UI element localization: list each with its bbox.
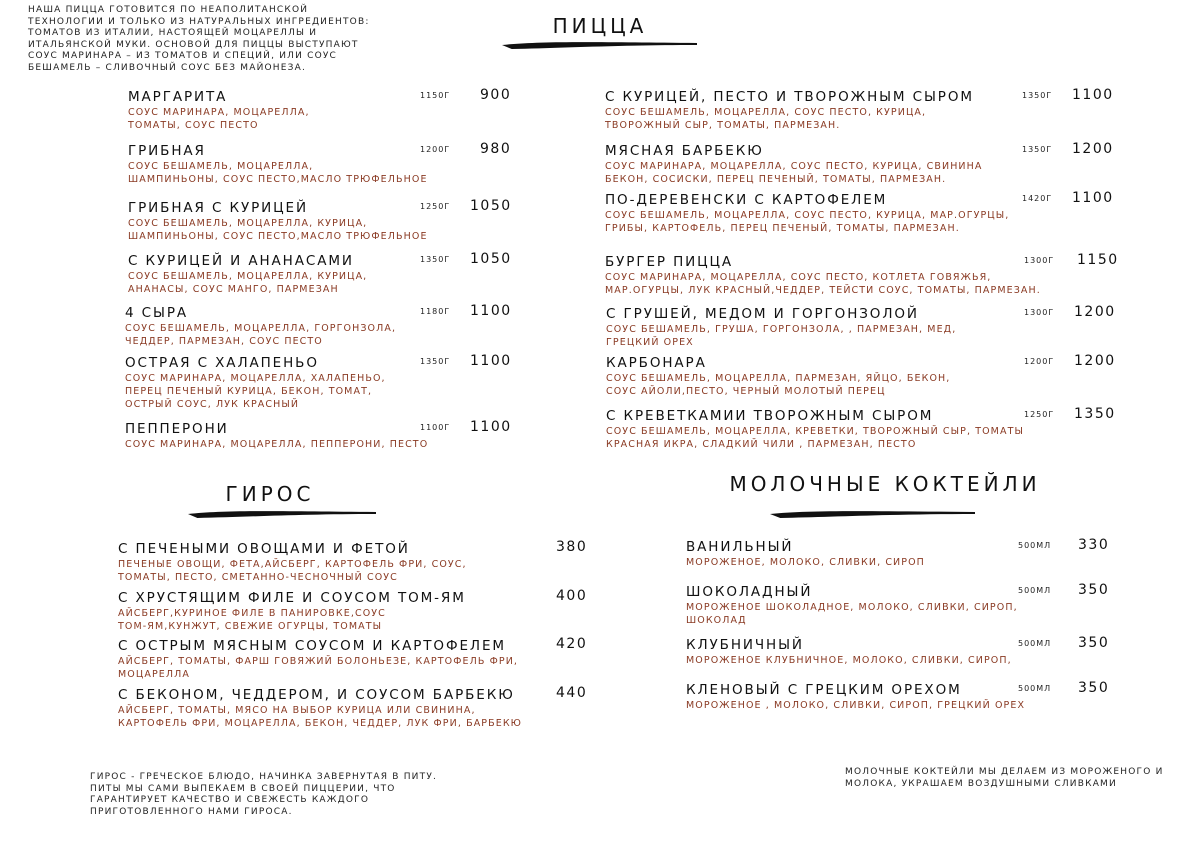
item-description: АЙСБЕРГ,КУРИНОЕ ФИЛЕ В ПАНИРОВКЕ,СОУС ТОМ-ЯМ,КУНЖУТ, СВЕЖИЕ ОГУРЦЫ, ТОМАТЫ bbox=[118, 608, 386, 632]
item-price: 1200 bbox=[1074, 353, 1116, 369]
shakes-brush-divider bbox=[770, 508, 975, 520]
menu-item bbox=[606, 355, 1126, 398]
item-volume: 500МЛ bbox=[1018, 541, 1052, 550]
menu-item bbox=[605, 192, 1125, 235]
item-description: МОРОЖЕНОЕ, МОЛОКО, СЛИВКИ, СИРОП bbox=[686, 557, 925, 568]
item-description: СОУС МАРИНАРА, МОЦАРЕЛЛА, СОУС ПЕСТО, КОТЛЕТА ГОВЯЖЬЯ, МАР.ОГУРЦЫ, ЛУК КРАСНЫЙ,ЧЕДДЕР, ТЕЙСТИ СОУС, ТОМАТЫ, ПАРМЕЗАН. bbox=[605, 272, 1041, 296]
item-weight: 1150Г bbox=[420, 91, 451, 100]
menu-item bbox=[128, 89, 528, 132]
item-price: 330 bbox=[1078, 537, 1110, 553]
menu-item bbox=[606, 306, 1126, 349]
item-name: ГРИБНАЯ bbox=[128, 143, 206, 159]
item-price: 350 bbox=[1078, 680, 1110, 696]
item-description: АЙСБЕРГ, ТОМАТЫ, МЯСО НА ВЫБОР КУРИЦА ИЛИ СВИНИНА, КАРТОФЕЛЬ ФРИ, МОЦАРЕЛЛА, БЕКОН, ЧЕДДЕР, ЛУК ФРИ, БАРБЕКЮ bbox=[118, 705, 523, 729]
item-name: КАРБОНАРА bbox=[606, 355, 707, 371]
item-price: 350 bbox=[1078, 635, 1110, 651]
item-name: С ОСТРЫМ МЯСНЫМ СОУСОМ И КАРТОФЕЛЕМ bbox=[118, 638, 506, 654]
pizza-brush-divider bbox=[502, 39, 697, 51]
menu-item bbox=[128, 200, 528, 243]
menu-item bbox=[606, 408, 1126, 451]
menu-item bbox=[118, 687, 598, 730]
item-description: АЙСБЕРГ, ТОМАТЫ, ФАРШ ГОВЯЖИЙ БОЛОНЬЕЗЕ, КАРТОФЕЛЬ ФРИ, МОЦАРЕЛЛА bbox=[118, 656, 519, 680]
gyros-section-title: ГИРОС bbox=[225, 482, 315, 506]
item-name: 4 СЫРА bbox=[125, 305, 188, 321]
item-description: МОРОЖЕНОЕ , МОЛОКО, СЛИВКИ, СИРОП, ГРЕЦКИЙ ОРЕХ bbox=[686, 700, 1026, 711]
item-price: 420 bbox=[556, 636, 588, 652]
item-weight: 1350Г bbox=[420, 255, 451, 264]
menu-item bbox=[128, 143, 528, 186]
item-name: С КУРИЦЕЙ И АНАНАСАМИ bbox=[128, 253, 354, 269]
item-volume: 500МЛ bbox=[1018, 639, 1052, 648]
menu-item bbox=[125, 305, 525, 348]
menu-item bbox=[118, 590, 598, 633]
item-description: СОУС БЕШАМЕЛЬ, МОЦАРЕЛЛА, ГОРГОНЗОЛА, ЧЕДДЕР, ПАРМЕЗАН, СОУС ПЕСТО bbox=[125, 323, 397, 347]
gyros-brush-divider bbox=[188, 508, 376, 520]
item-weight: 1250Г bbox=[420, 202, 451, 211]
item-description: СОУС БЕШАМЕЛЬ, МОЦАРЕЛЛА, КРЕВЕТКИ, ТВОРОЖНЫЙ СЫР, ТОМАТЫ КРАСНАЯ ИКРА, СЛАДКИЙ ЧИЛИ , ПАРМЕЗАН, ПЕСТО bbox=[606, 426, 1024, 450]
item-description: СОУС БЕШАМЕЛЬ, МОЦАРЕЛЛА, СОУС ПЕСТО, КУРИЦА, ТВОРОЖНЫЙ СЫР, ТОМАТЫ, ПАРМЕЗАН. bbox=[605, 107, 927, 131]
item-price: 1050 bbox=[470, 251, 512, 267]
item-name: КЛЕНОВЫЙ С ГРЕЦКИМ ОРЕХОМ bbox=[686, 682, 962, 698]
item-description: СОУС МАРИНАРА, МОЦАРЕЛЛА, ТОМАТЫ, СОУС ПЕСТО bbox=[128, 107, 310, 131]
item-weight: 1100Г bbox=[420, 423, 451, 432]
item-description: СОУС БЕШАМЕЛЬ, ГРУША, ГОРГОНЗОЛА, , ПАРМЕЗАН, МЕД, ГРЕЦКИЙ ОРЕХ bbox=[606, 324, 957, 348]
menu-item bbox=[686, 682, 1126, 712]
item-weight: 1350Г bbox=[1022, 145, 1053, 154]
item-name: С КУРИЦЕЙ, ПЕСТО И ТВОРОЖНЫМ СЫРОМ bbox=[605, 89, 974, 105]
item-price: 1100 bbox=[1072, 190, 1114, 206]
item-volume: 500МЛ bbox=[1018, 586, 1052, 595]
item-description: СОУС МАРИНАРА, МОЦАРЕЛЛА, ХАЛАПЕНЬО, ПЕРЕЦ ПЕЧЕНЫЙ КУРИЦА, БЕКОН, ТОМАТ, ОСТРЫЙ СОУС, ЛУК КРАСНЫЙ bbox=[125, 373, 386, 410]
item-name: МАРГАРИТА bbox=[128, 89, 228, 105]
item-name: ОСТРАЯ С ХАЛАПЕНЬО bbox=[125, 355, 319, 371]
item-name: С ГРУШЕЙ, МЕДОМ И ГОРГОНЗОЛОЙ bbox=[606, 306, 919, 322]
item-name: С ХРУСТЯЩИМ ФИЛЕ И СОУСОМ ТОМ-ЯМ bbox=[118, 590, 466, 606]
item-price: 1100 bbox=[1072, 87, 1114, 103]
item-price: 440 bbox=[556, 685, 588, 701]
item-price: 380 bbox=[556, 539, 588, 555]
menu-item bbox=[125, 421, 525, 451]
item-weight: 1300Г bbox=[1024, 308, 1055, 317]
item-weight: 1420Г bbox=[1022, 194, 1053, 203]
item-name: С БЕКОНОМ, ЧЕДДЕРОМ, И СОУСОМ БАРБЕКЮ bbox=[118, 687, 515, 703]
menu-item bbox=[125, 355, 525, 411]
menu-item bbox=[686, 584, 1126, 627]
item-name: ШОКОЛАДНЫЙ bbox=[686, 584, 813, 600]
item-description: ПЕЧЕНЫЕ ОВОЩИ, ФЕТА,АЙСБЕРГ, КАРТОФЕЛЬ ФРИ, СОУС, ТОМАТЫ, ПЕСТО, СМЕТАННО-ЧЕСНОЧНЫЙ СОУС bbox=[118, 559, 467, 583]
menu-item bbox=[128, 253, 528, 296]
item-name: С КРЕВЕТКАМИИ ТВОРОЖНЫМ СЫРОМ bbox=[606, 408, 934, 424]
pizza-section-title: ПИЦЦА bbox=[552, 14, 648, 38]
item-volume: 500МЛ bbox=[1018, 684, 1052, 693]
item-name: КЛУБНИЧНЫЙ bbox=[686, 637, 804, 653]
item-name: БУРГЕР ПИЦЦА bbox=[605, 254, 734, 270]
item-description: СОУС БЕШАМЕЛЬ, МОЦАРЕЛЛА, СОУС ПЕСТО, КУРИЦА, МАР.ОГУРЦЫ, ГРИБЫ, КАРТОФЕЛЬ, ПЕРЕЦ ПЕЧЕНЫЙ, ТОМАТЫ, ПАРМЕЗАН. bbox=[605, 210, 1010, 234]
item-name: МЯСНАЯ БАРБЕКЮ bbox=[605, 143, 764, 159]
item-description: МОРОЖЕНОЕ КЛУБНИЧНОЕ, МОЛОКО, СЛИВКИ, СИРОП, bbox=[686, 655, 1012, 666]
item-description: СОУС БЕШАМЕЛЬ, МОЦАРЕЛЛА, ПАРМЕЗАН, ЯЙЦО, БЕКОН, СОУС АЙОЛИ,ПЕСТО, ЧЕРНЫЙ МОЛОТЫЙ ПЕРЕЦ bbox=[606, 373, 951, 397]
item-weight: 1180Г bbox=[420, 307, 451, 316]
item-description: МОРОЖЕНОЕ ШОКОЛАДНОЕ, МОЛОКО, СЛИВКИ, СИРОП, ШОКОЛАД bbox=[686, 602, 1018, 626]
item-price: 350 bbox=[1078, 582, 1110, 598]
item-name: ПО-ДЕРЕВЕНСКИ С КАРТОФЕЛЕМ bbox=[605, 192, 888, 208]
item-price: 1200 bbox=[1074, 304, 1116, 320]
shakes-note: МОЛОЧНЫЕ КОКТЕЙЛИ МЫ ДЕЛАЕМ ИЗ МОРОЖЕНОГО И МОЛОКА, УКРАШАЕМ ВОЗДУШНЫМИ СЛИВКАМИ bbox=[845, 767, 1164, 789]
menu-item bbox=[686, 539, 1126, 569]
item-description: СОУС МАРИНАРА, МОЦАРЕЛЛА, СОУС ПЕСТО, КУРИЦА, СВИНИНА БЕКОН, СОСИСКИ, ПЕРЕЦ ПЕЧЕНЫЙ, ТОМАТЫ, ПАРМЕЗАН. bbox=[605, 161, 983, 185]
item-weight: 1350Г bbox=[420, 357, 451, 366]
pizza-intro: НАША ПИЦЦА ГОТОВИТСЯ ПО НЕАПОЛИТАНСКОЙ ТЕХНОЛОГИИ И ТОЛЬКО ИЗ НАТУРАЛЬНЫХ ИНГРЕДИЕНТОВ: ТОМАТОВ ИЗ ИТАЛИИ, НАСТОЯЩЕЙ МОЦАРЕЛЛЫ И ИТАЛЬЯНСКОЙ МУКИ. ОСНОВОЙ ДЛЯ ПИЦЦЫ ВЫСТУПАЮТ СОУС МАРИНАРА – ИЗ ТОМАТОВ И СПЕЦИЙ, ИЛИ СОУС БЕШАМЕЛЬ – СЛИВОЧНЫЙ СОУС БЕЗ МАЙОНЕЗА. bbox=[28, 5, 370, 73]
item-price: 1100 bbox=[470, 419, 512, 435]
item-price: 980 bbox=[480, 141, 512, 157]
menu-item bbox=[605, 143, 1125, 186]
menu-item bbox=[605, 254, 1145, 297]
item-price: 400 bbox=[556, 588, 588, 604]
item-description: СОУС БЕШАМЕЛЬ, МОЦАРЕЛЛА, КУРИЦА, АНАНАСЫ, СОУС МАНГО, ПАРМЕЗАН bbox=[128, 271, 368, 295]
item-weight: 1200Г bbox=[1024, 357, 1055, 366]
item-name: ГРИБНАЯ С КУРИЦЕЙ bbox=[128, 200, 308, 216]
menu-item bbox=[118, 541, 598, 584]
item-price: 1350 bbox=[1074, 406, 1116, 422]
item-weight: 1350Г bbox=[1022, 91, 1053, 100]
item-weight: 1300Г bbox=[1024, 256, 1055, 265]
gyros-note: ГИРОС - ГРЕЧЕСКОЕ БЛЮДО, НАЧИНКА ЗАВЕРНУТАЯ В ПИТУ. ПИТЫ МЫ САМИ ВЫПЕКАЕМ В СВОЕЙ ПИЦЦЕРИИ, ЧТО ГАРАНТИРУЕТ КАЧЕСТВО И СВЕЖЕСТЬ КАЖДОГО ПРИГОТОВЛЕННОГО НАМИ ГИРОСА. bbox=[90, 772, 438, 817]
menu-item bbox=[118, 638, 598, 681]
item-description: СОУС МАРИНАРА, МОЦАРЕЛЛА, ПЕППЕРОНИ, ПЕСТО bbox=[125, 439, 429, 450]
shakes-section-title: МОЛОЧНЫЕ КОКТЕЙЛИ bbox=[729, 472, 1041, 496]
item-description: СОУС БЕШАМЕЛЬ, МОЦАРЕЛЛА, КУРИЦА, ШАМПИНЬОНЫ, СОУС ПЕСТО,МАСЛО ТРЮФЕЛЬНОЕ bbox=[128, 218, 428, 242]
item-price: 1150 bbox=[1077, 252, 1119, 268]
item-name: ПЕППЕРОНИ bbox=[125, 421, 229, 437]
item-weight: 1250Г bbox=[1024, 410, 1055, 419]
item-name: ВАНИЛЬНЫЙ bbox=[686, 539, 794, 555]
item-price: 1100 bbox=[470, 353, 512, 369]
item-description: СОУС БЕШАМЕЛЬ, МОЦАРЕЛЛА, ШАМПИНЬОНЫ, СОУС ПЕСТО,МАСЛО ТРЮФЕЛЬНОЕ bbox=[128, 161, 428, 185]
menu-item bbox=[605, 89, 1125, 132]
item-price: 1050 bbox=[470, 198, 512, 214]
item-name: С ПЕЧЕНЫМИ ОВОЩАМИ И ФЕТОЙ bbox=[118, 541, 410, 557]
item-price: 1200 bbox=[1072, 141, 1114, 157]
item-weight: 1200Г bbox=[420, 145, 451, 154]
item-price: 1100 bbox=[470, 303, 512, 319]
item-price: 900 bbox=[480, 87, 512, 103]
menu-item bbox=[686, 637, 1126, 667]
